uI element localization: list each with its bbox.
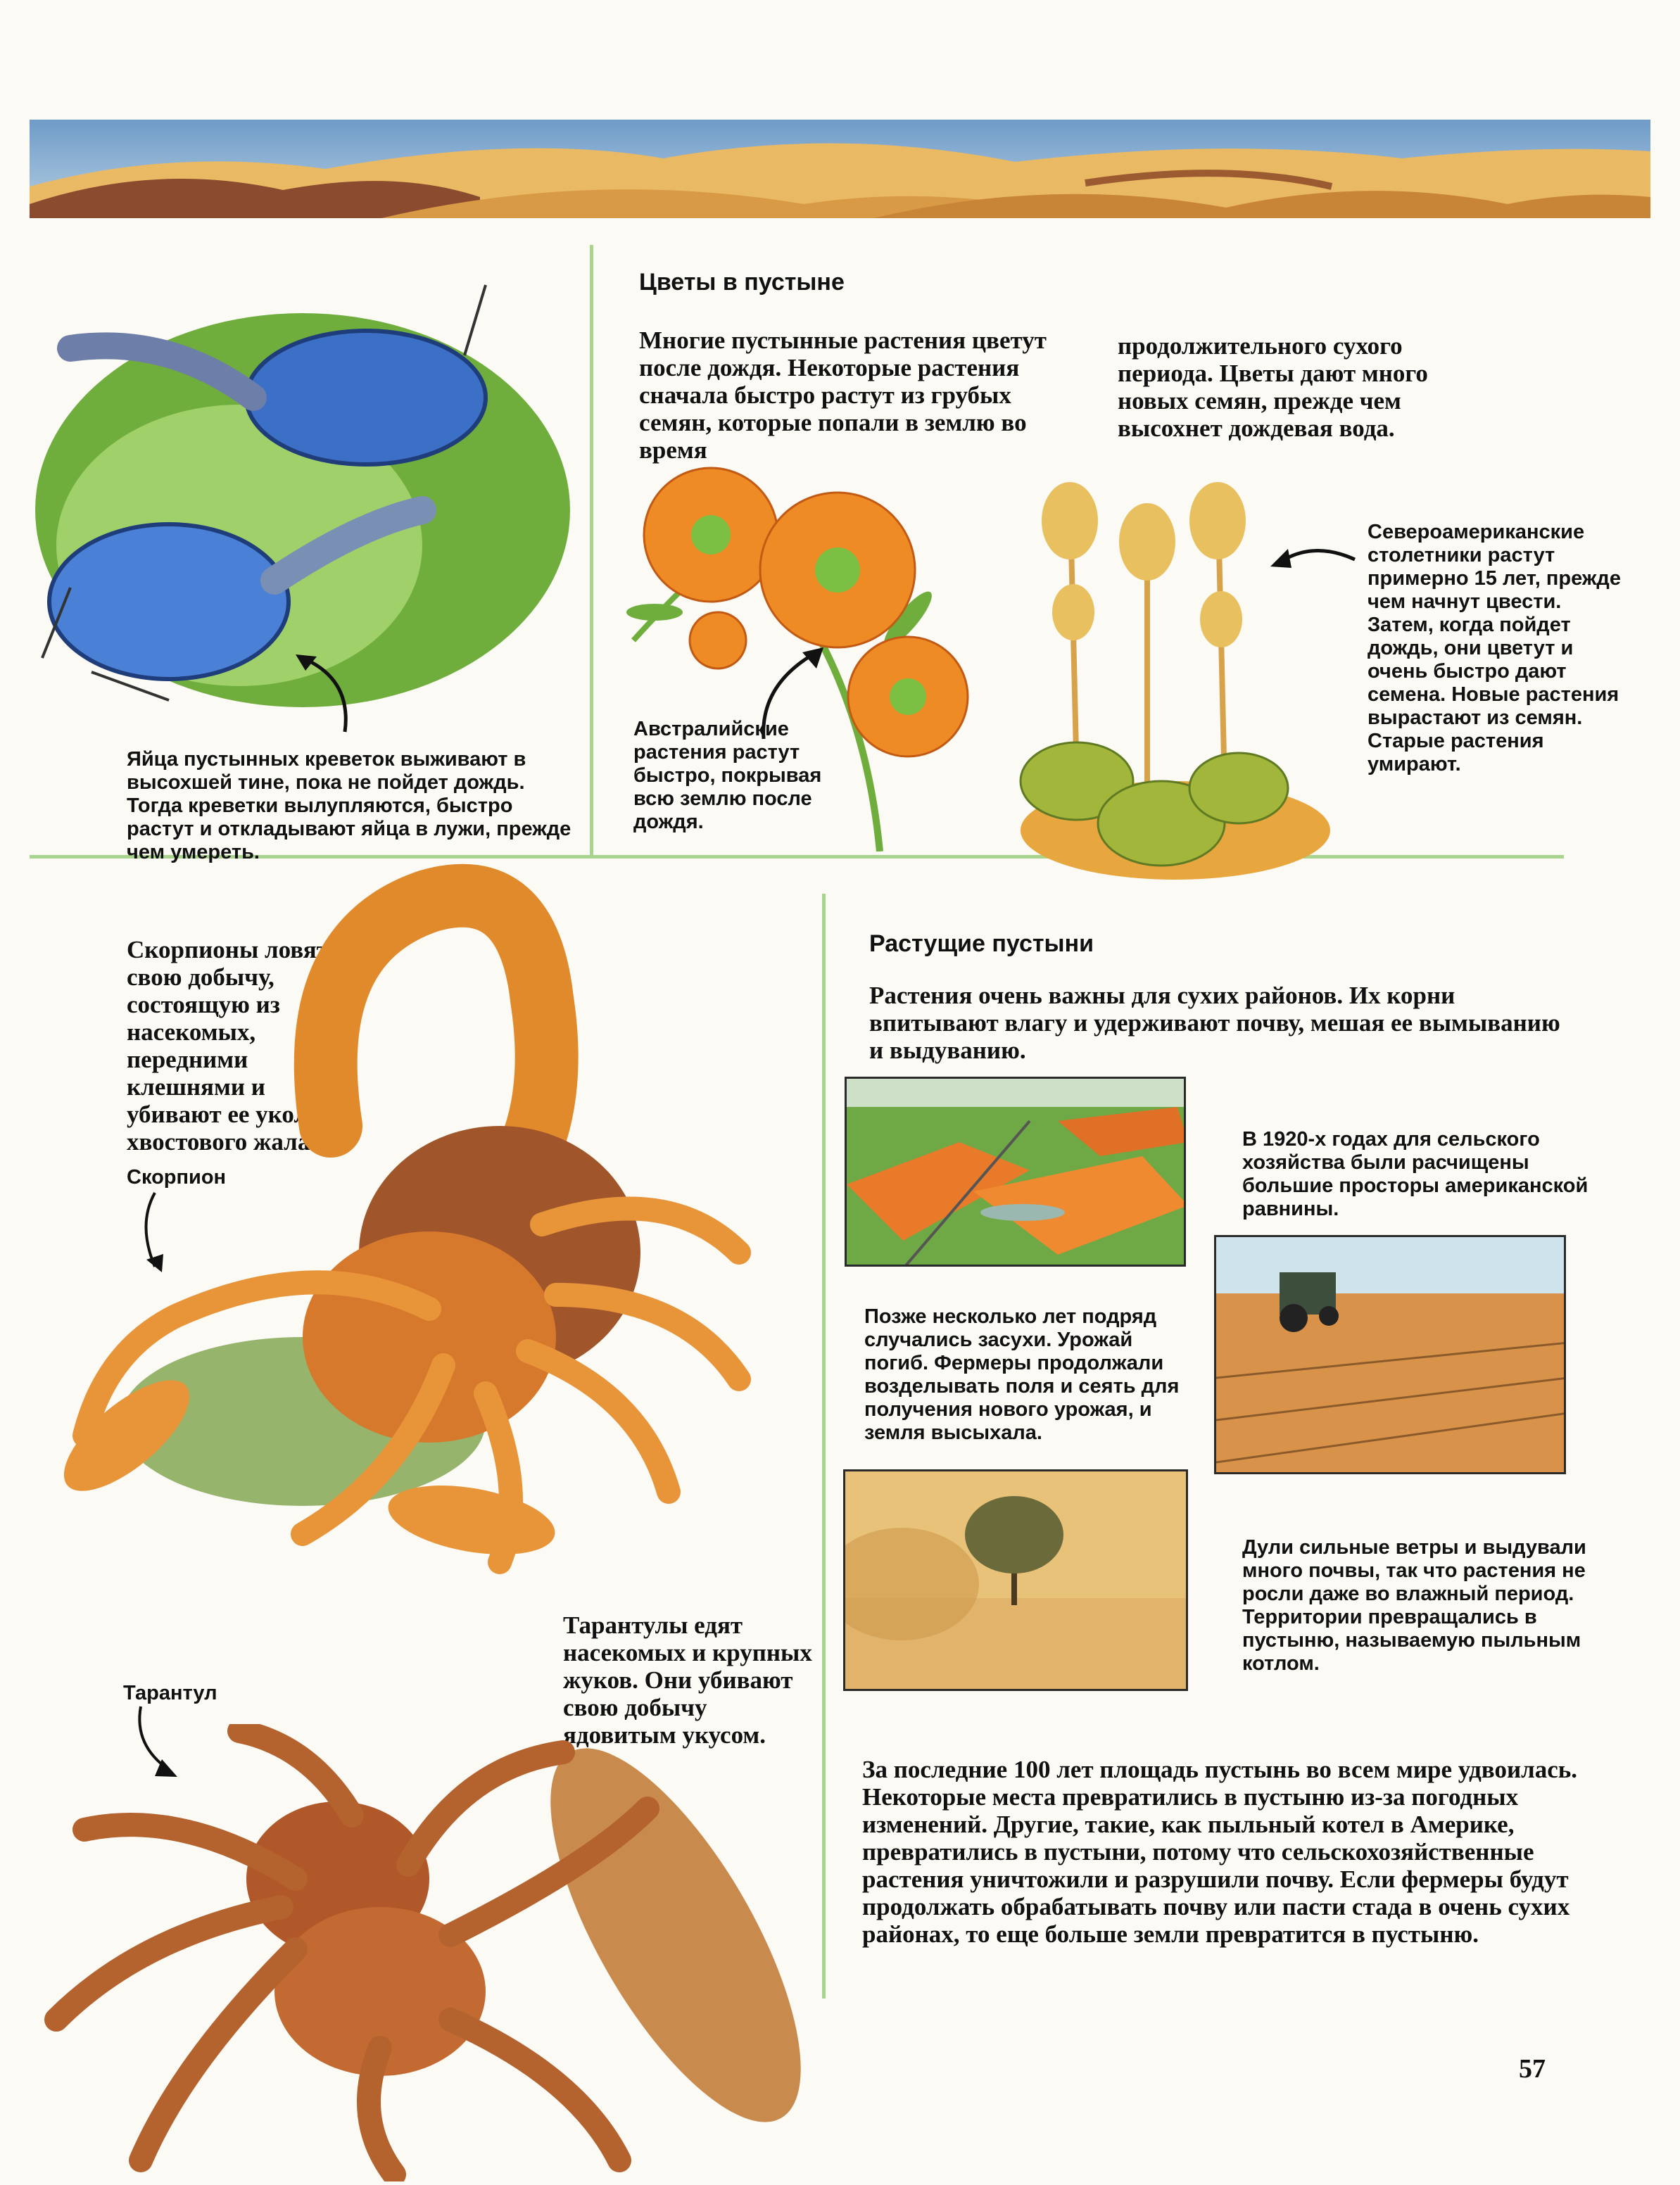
agave-caption-arrow bbox=[1267, 538, 1358, 581]
page-number: 57 bbox=[1519, 2054, 1546, 2084]
photo-fields-caption: В 1920-х годах для сельского хозяйства были расчищены большие просторы американской равнины. bbox=[1242, 1128, 1589, 1220]
growing-intro-text: Растения очень важны для сухих районов. Их корни впитывают влагу и удерживают почву, мешая ее вымыванию и выдуванию. bbox=[869, 982, 1560, 1064]
tarantula-and-beetle-image bbox=[28, 1724, 830, 2181]
scorpion-illustration bbox=[35, 859, 809, 1633]
photo-fields bbox=[845, 1077, 1186, 1267]
shrimp-caption-arrow bbox=[296, 651, 359, 735]
shrimp-illustration bbox=[28, 278, 577, 714]
flowers-section-title: Цветы в пустыне bbox=[639, 269, 845, 296]
agave-illustration bbox=[1006, 457, 1337, 880]
tarantula-illustration bbox=[28, 1724, 830, 2181]
cleared-fields-image bbox=[847, 1079, 1186, 1267]
growing-section-title: Растущие пустыни bbox=[869, 930, 1094, 957]
shrimp-caption: Яйца пустынных креветок выживают в высохшей тине, пока не пойдет дождь. Тогда креветки вылупляются, быстро растут и откладывают яйца в лужи, прежде чем умереть. bbox=[127, 748, 571, 863]
desert-dunes-illustration bbox=[30, 120, 1650, 218]
flowers-text-column-1: Многие пустынные растения цветут после дождя. Некоторые растения сначала быстро растут из грубых семян, которые попали в землю во время bbox=[639, 327, 1047, 464]
flowers-text-column-2: продолжительного сухого периода. Цветы дают много новых семян, прежде чем высохнет дождевая вода. bbox=[1118, 332, 1428, 442]
scorpion-and-grasshopper-image bbox=[35, 859, 809, 1633]
vertical-rule-top bbox=[590, 245, 593, 857]
photo-dust-bowl bbox=[843, 1469, 1188, 1691]
century-plant-image bbox=[1006, 457, 1337, 880]
tarantula-label: Тарантул bbox=[123, 1682, 217, 1704]
agave-caption: Североамериканские столетники растут примерно 15 лет, прежде чем начнут цвести. Затем, когда пойдет дождь, они цветут и очень быстро дают семена. Новые растения вырастают из семян. Старые растения умирают. bbox=[1368, 521, 1621, 775]
scorpion-text: Скорпионы ловят свою добычу, состоящую из насекомых, передними клешнями и убивают ее уколом хвостового жала. bbox=[127, 936, 336, 1155]
tarantula-text: Тарантулы едят насекомых и крупных жуков. Они убивают свою добычу ядовитым укусом. bbox=[563, 1611, 812, 1749]
photo-tractor-caption: Позже несколько лет подряд случались засухи. Урожай погиб. Фермеры продолжали возделывать поля и сеять для получения нового урожая, и земля высыхала. bbox=[864, 1305, 1180, 1444]
tractor-field-image bbox=[1216, 1237, 1566, 1474]
growing-conclusion-text: За последние 100 лет площадь пустынь во всем мире удвоилась. Некоторые места превратились в пустыню из-за погодных изменений. Другие, такие, как пыльный котел в Америке, превратились в пустыни, потому что сельскохозяйственные растения уничтожили и разрушили почву. Если фермеры будут продолжать обрабатывать почву или пасти стада в очень сухих районах, то еще больше земли превратится в пустыню. bbox=[862, 1756, 1578, 1948]
scorpion-label: Скорпион bbox=[127, 1166, 227, 1189]
dust-storm-image bbox=[845, 1471, 1188, 1691]
photo-dust-bowl-caption: Дули сильные ветры и выдували много почвы, так что растения не росли даже во влажный период. Территории превращались в пустыню, называемую пыльным котлом. bbox=[1242, 1536, 1586, 1675]
australian-flowers-caption: Австралийские растения растут быстро, покрывая всю землю после дождя. bbox=[633, 718, 822, 833]
desert-shrimp-image bbox=[28, 278, 577, 714]
photo-tractor bbox=[1214, 1235, 1566, 1474]
desert-banner bbox=[30, 120, 1650, 218]
